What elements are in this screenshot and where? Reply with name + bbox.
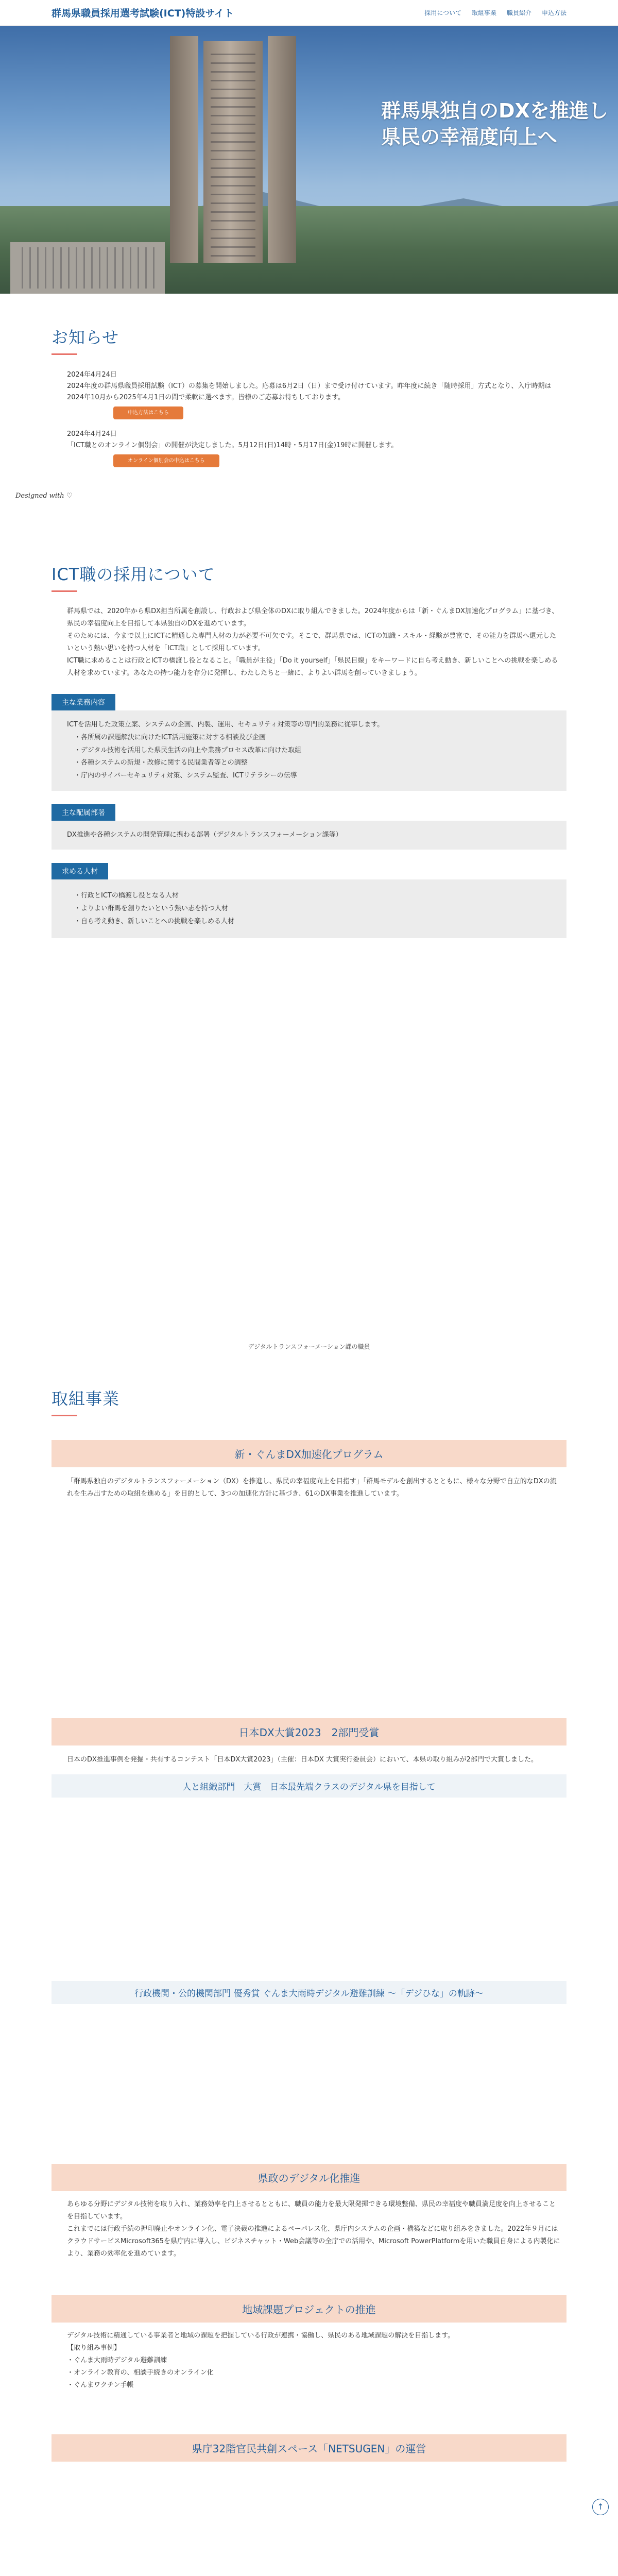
recruit-section	[52, 562, 566, 938]
award-sub-heading-2: 行政機関・公的機関部門 優秀賞 ぐんま大雨時デジタル避難訓練 ～「デジひな」の軌跡～	[52, 1981, 566, 2004]
online-meeting-apply-button[interactable]: オンライン個別会の申込はこちら	[113, 454, 219, 467]
program-heading: 新・ぐんまDX加速化プログラム	[52, 1440, 566, 1467]
award-text: 日本のDX推進事例を発掘・共有するコンテスト「日本DX大賞2023」（主催：日本DX 大賞実行委員会）において、本県の取り組みが2部門で大賞しました。	[67, 1756, 538, 1764]
list-item: ・ 自ら考え動き、新しいことへの挑戦を楽しめる人材	[74, 916, 551, 928]
netsugen-heading: 県庁32階官民共創スペース「NETSUGEN」の運営	[52, 2434, 566, 2462]
title-underline	[52, 353, 77, 355]
award-heading: 日本DX大賞2023 2部門受賞	[52, 1718, 566, 1745]
list-item: ・ 各種システムの新規・改修に関する民間業者等との調整	[74, 757, 551, 770]
duties-label: 主な業務内容	[52, 694, 115, 710]
wanted-box	[52, 879, 566, 938]
news-body: 2024年度の群馬県職員採用試験（ICT）の募集を開始しました。応募は6月2日（日）まで受け付けています。昨年度に続き「随時採用」方式となり、入庁時期は2024年10月から2025年4月1日の間で柔軟に選べます。皆様のご応募お待ちしております。	[67, 382, 552, 402]
news-date: 2024年4月24日	[67, 430, 117, 438]
regional-lead: デジタル技術に精通している事業者と地域の課題を把握している行政が連携・協働し、県民のある地域課題の解決を目指します。	[67, 2332, 455, 2340]
main-nav	[424, 8, 566, 17]
nav-item-apply[interactable]: 申込方法	[541, 9, 566, 16]
news-date: 2024年4月24日	[67, 371, 117, 379]
hero-line-1: 群馬県独自のDXを推進し	[381, 99, 608, 122]
netsugen-block	[52, 2434, 566, 2462]
hero-tower-right	[268, 36, 296, 263]
duties-box	[52, 710, 566, 790]
list-item-text: オンライン教育の、相談手続きのオンライン化	[74, 2369, 214, 2377]
award-sub-heading-1: 人と組織部門 大賞 日本最先端クラスのデジタル県を目指して	[52, 1774, 566, 1798]
list-item: ・オンライン教育の、相談手続きのオンライン化	[67, 2369, 214, 2377]
projects-section	[52, 1386, 566, 1416]
nav-item-staff[interactable]: 職員紹介	[506, 9, 531, 16]
back-to-top-button[interactable]: ↑	[592, 2499, 609, 2515]
title-underline	[52, 590, 77, 592]
wanted-list	[67, 890, 551, 928]
recruit-intro-paragraph: そのためには、今まで以上にICTに精通した専門人材の力が必要不可欠です。そこで、群馬県では、ICTの知識・スキル・経験が豊富で、その能力を群馬へ還元したいという熱い思いを持つ人材を「ICT職」として採用しています。	[67, 632, 557, 653]
award-sub-block	[52, 1981, 566, 2004]
program-block	[52, 1440, 566, 1500]
list-item: ・ 庁内のサイバーセキュリティ対策、システム監査、ICTリテラシーの伝導	[74, 770, 551, 783]
news-list	[52, 369, 566, 467]
hero-building-low	[10, 242, 165, 294]
placement-box: DX推進や各種システムの開発管理に携わる部署（デジタルトランスフォーメーション課等）	[52, 821, 566, 850]
duties-block	[52, 694, 566, 790]
list-item: ・ 各所属の課題解決に向けたICT活用施策に対する相談及び企画	[74, 732, 551, 744]
hero-prefectural-office-tower	[203, 41, 263, 263]
title-underline	[52, 1415, 77, 1416]
recruit-title: ICT職の採用について	[52, 565, 215, 584]
placement-label: 主な配属部署	[52, 804, 115, 821]
list-item: ・ぐんまワクチン手帳	[67, 2381, 134, 2389]
site-title[interactable]: 群馬県職員採用選考試験(ICT)特設サイト	[52, 8, 234, 19]
news-title: お知らせ	[52, 328, 119, 347]
nav-item-projects[interactable]: 取組事業	[471, 9, 496, 16]
recruit-intro-paragraph: 群馬県では、2020年から県DX担当所属を創設し、行政および県全体のDXに取り組んできました。2024年度からは「新・ぐんまDX加速化プログラム」に基づき、県民の幸福度向上を目指して本県独自のDXを進めています。	[67, 607, 559, 628]
list-item-text: ぐんまワクチン手帳	[74, 2381, 134, 2389]
award-block	[52, 1718, 566, 1798]
site-header	[0, 0, 618, 26]
list-item: ・ よりよい群馬を創りたいという熱い志を持つ人材	[74, 903, 551, 916]
recruit-intro-paragraph: ICT職に求めることは行政とICTの橋渡し役となること。「職員が主役」「Do it yourself」「県民目線」をキーワードに自ら考え動き、新しいことへの挑戦を楽しめる人材を求めています。あなたの持つ能力を存分に発揮し、わたしたちと一緒に、よりよい群馬を創っていきましょう。	[67, 657, 558, 677]
duties-list	[67, 732, 551, 783]
hero-line-2: 県民の幸福度向上へ	[381, 126, 558, 149]
photo-caption: デジタルトランスフォーメーション課の職員	[248, 1343, 370, 1350]
regional-text	[52, 2330, 566, 2392]
news-section	[52, 325, 566, 477]
program-text: 「群馬県独自のデジタルトランスフォーメーション（DX）を推進し、県民の幸福度向上を目指す」「群馬モデルを創出するとともに、様々な分野で自立的なDXの流れを生み出すための取組を進める」を目的として、3つの加速化方針に基づき、61のDX事業を推進しています。	[67, 1478, 557, 1498]
recruit-intro	[52, 605, 566, 680]
hero-image	[0, 26, 618, 294]
apply-method-button[interactable]: 申込方法はこちら	[113, 406, 183, 419]
list-item: ・ 行政とICTの橋渡し役となる人材	[74, 890, 551, 903]
digital-paragraph: これまでには行政手続の押印廃止やオンライン化、電子決裁の推進によるペーパレス化、県庁内システムの企画・構築などに取り組みをきました。2022年９月にはクラウドサービスMicrosoft365を県庁内に導入し、ビジネスチャット・Web会議等の全庁での活用や、Microsoft PowerPlatformを用いた職員自身による内製化により、業務の効率化を進めています。	[67, 2225, 560, 2258]
placement-block	[52, 804, 566, 850]
news-item	[67, 369, 566, 419]
signature-text: Designed with	[15, 492, 64, 500]
nav-item-recruit[interactable]: 採用について	[424, 9, 461, 16]
hero-tower-left	[170, 36, 198, 263]
duties-lead: ICTを活用した政策立案、システムの企画、内製、運用、セキュリティ対策等の専門的業務に従事します。	[67, 721, 384, 729]
list-item-text: ぐんま大雨時デジタル避難訓練	[74, 2357, 167, 2365]
news-item	[67, 429, 566, 467]
heart-icon: ♡	[66, 492, 73, 500]
list-item: ・ぐんま大雨時デジタル避難訓練	[67, 2357, 167, 2365]
hero-copy	[381, 98, 608, 151]
list-item: ・ デジタル技術を活用した県民生活の向上や業務プロセス改革に向けた取組	[74, 744, 551, 757]
wanted-block	[52, 863, 566, 938]
news-body: 「ICT職とのオンライン個別会」の開催が決定しました。5月12日(日)14時・5月17日(金)19時に開催します。	[67, 442, 398, 450]
projects-title: 取組事業	[52, 1389, 120, 1409]
digital-text	[52, 2198, 566, 2260]
digital-heading: 県政のデジタル化推進	[52, 2164, 566, 2191]
regional-block	[52, 2295, 566, 2392]
regional-heading: 地域課題プロジェクトの推進	[52, 2295, 566, 2323]
wanted-label: 求める人材	[52, 863, 108, 879]
digital-block	[52, 2164, 566, 2260]
regional-intro: 【取り組み事例】	[67, 2344, 121, 2352]
designed-with-signature	[15, 492, 72, 500]
digital-paragraph: あらゆる分野にデジタル技術を取り入れ、業務効率を向上させるとともに、職員の能力を最大限発揮できる環境整備、県民の幸福度や職員満足度を向上させることを目指しています。	[67, 2200, 556, 2221]
